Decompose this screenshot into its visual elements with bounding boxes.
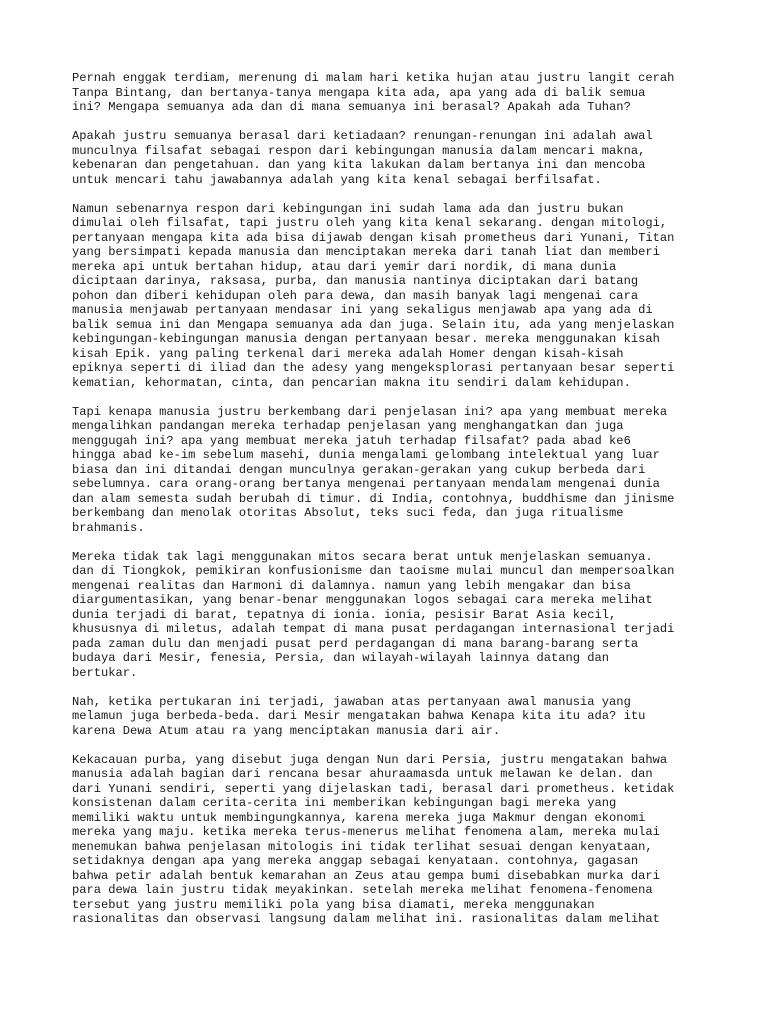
text-line: untuk mencari tahu jawabannya adalah yang kita kenal sebagai berfilsafat. (72, 172, 602, 187)
text-line: pertanyaan mengapa kita ada bisa dijawab dengan kisah prometheus dari Yunani, Titan (72, 230, 675, 245)
paragraph-3 (72, 202, 712, 391)
text-line: tersebut yang justru memiliki pola yang bisa diamati, mereka menggunakan (72, 897, 595, 912)
text-line: Mereka tidak tak lagi menggunakan mitos secara berat untuk menjelaskan semuanya. (72, 549, 653, 564)
text-line: karena Dewa Atum atau ra yang menciptakan manusia dari air. (72, 723, 501, 738)
paragraph-2 (72, 129, 712, 187)
text-line: konsistenan dalam cerita-cerita ini memberikan kebingungan bagi mereka yang (72, 796, 617, 810)
text-line: menggugah ini? apa yang membuat mereka jatuh terhadap filsafat? pada abad ke6 (72, 433, 631, 448)
text-line: Namun sebenarnya respon dari kebingungan ini sudah lama ada dan justru bukan (72, 201, 624, 216)
text-line: manusia menjawab pertanyaan mendasar ini yang sekaligus menjawab apa yang ada di (72, 303, 653, 317)
text-line: mengenai realitas dan Harmoni di dalamnya. namun yang lebih mengakar dan bisa (72, 578, 631, 593)
text-line: budaya dari Mesir, fenesia, Persia, dan wilayah-wilayah lainnya datang dan (72, 651, 610, 665)
text-line: ini? Mengapa semuanya ada dan di mana semuanya ini berasal? Apakah ada Tuhan? (72, 100, 631, 114)
text-line: bertukar. (72, 665, 138, 680)
text-line: brahmanis. (72, 520, 145, 535)
text-line: bahwa petir adalah bentuk kemarahan an Zeus atau gempa bumi disebabkan murka dari (72, 868, 660, 883)
text-line: yang bersimpati kepada manusia dan menciptakan mereka dari tanah liat dan memberi (72, 245, 660, 259)
text-line: munculnya filsafat sebagai respon dari kebingungan manusia dalam mencari makna, (72, 143, 646, 158)
text-line: khususnya di miletus, adalah tempat di mana pusat perdagangan internasional terjadi (72, 622, 675, 636)
text-line: melamun juga berbeda-beda. dari Mesir mengatakan bahwa Kenapa kita itu ada? itu (72, 709, 646, 723)
text-line: kebenaran dan pengetahuan. dan yang kita lakukan dalam bertanya ini dan mencoba (72, 158, 646, 172)
paragraph-5 (72, 550, 712, 681)
text-line: biasa dan ini ditandai dengan munculnya gerakan-gerakan yang cukup berbeda dari (72, 462, 646, 477)
text-line: kematian, kehormatan, cinta, dan pencarian makna itu sendiri dalam kehidupan. (72, 375, 631, 390)
text-line: para dewa lain justru tidak meyakinkan. setelah mereka melihat fenomena-fenomena (72, 883, 653, 897)
document-page (72, 71, 712, 941)
text-line: setidaknya dengan apa yang mereka anggap sebagai kenyataan. contohnya, gagasan (72, 854, 639, 868)
text-line: berkembang dan menolak otoritas Absolut, teks suci feda, dan juga ritualisme (72, 506, 624, 520)
paragraph-1 (72, 71, 712, 115)
text-line: Pernah enggak terdiam, merenung di malam hari ketika hujan atau justru langit cerah (72, 71, 675, 85)
text-line: dan alam semesta sudah berubah di timur. di India, contohnya, buddhisme dan jinisme (72, 491, 675, 506)
text-line: dari Yunani sendiri, seperti yang dijelaskan tadi, berasal dari prometheus. ketidak (72, 781, 675, 796)
text-line: dimulai oleh filsafat, tapi justru oleh yang kita kenal sekarang. dengan mitologi, (72, 216, 668, 230)
paragraph-6 (72, 695, 712, 739)
text-line: manusia adalah bagian dari rencana besar ahuraamasda untuk melawan ke delan. dan (72, 767, 653, 781)
paragraph-4 (72, 405, 712, 536)
text-line: memiliki waktu untuk membingungkannya, karena mereka juga Makmur dengan ekonomi (72, 810, 646, 825)
text-line: mereka yang maju. ketika mereka terus-menerus melihat fenomena alam, mereka mulai (72, 825, 660, 839)
text-line: mengalihkan pandangan mereka terhadap penjelasan yang menghangatkan dan juga (72, 419, 624, 433)
paragraph-7 (72, 753, 712, 927)
text-line: pada zaman dulu dan menjadi pusat perd perdagangan di mana barang-barang serta (72, 636, 639, 651)
text-line: dan di Tiongkok, pemikiran konfusionisme dan taoisme mulai muncul dan mempersoalkan (72, 564, 675, 578)
text-line: epiknya seperti di iliad dan the adesy yang mengeksplorasi pertanyaan besar seperti (72, 361, 675, 375)
text-line: dunia terjadi di barat, tepatnya di ionia. ionia, pesisir Barat Asia kecil, (72, 607, 617, 622)
text-line: Tapi kenapa manusia justru berkembang dari penjelasan ini? apa yang membuat mereka (72, 404, 668, 419)
text-line: kebingungan-kebingungan manusia dengan pertanyaan besar. mereka menggunakan kisah (72, 332, 660, 346)
text-line: pohon dan diberi kehidupan oleh para dewa, dan masih banyak lagi mengenai cara (72, 288, 639, 303)
text-line: Kekacauan purba, yang disebut juga dengan Nun dari Persia, justru mengatakan bahwa (72, 752, 668, 767)
text-line: balik semua ini dan Mengapa semuanya ada dan juga. Selain itu, ada yang menjelaskan (72, 317, 675, 332)
text-line: diciptaan darinya, raksasa, purba, dan manusia nantinya diciptakan dari batang (72, 274, 639, 288)
text-line: Apakah justru semuanya berasal dari ketiadaan? renungan-renungan ini adalah awal (72, 129, 653, 143)
text-line: Nah, ketika pertukaran ini terjadi, jawaban atas pertanyaan awal manusia yang (72, 694, 631, 709)
text-line: hingga abad ke-im sebelum masehi, dunia mengalami gelombang intelektual yang luar (72, 448, 660, 462)
text-line: diargumentasikan, yang benar-benar menggunakan logos sebagai cara mereka melihat (72, 593, 653, 607)
text-line: kisah Epik. yang paling terkenal dari mereka adalah Homer dengan kisah-kisah (72, 346, 624, 361)
text-line: mereka api untuk bertahan hidup, atau dari yemir dari nordik, di mana dunia (72, 259, 617, 274)
text-line: menemukan bahwa penjelasan mitologis ini tidak terlihat sesuai dengan kenyataan, (72, 839, 653, 854)
text-line: rasionalitas dan observasi langsung dalam melihat ini. rasionalitas dalam melihat (72, 912, 660, 926)
text-line: sebelumnya. cara orang-orang bertanya mengenai pertanyaan mendalam mengenai dunia (72, 477, 660, 491)
text-line: Tanpa Bintang, dan bertanya-tanya mengapa kita ada, apa yang ada di balik semua (72, 85, 646, 100)
